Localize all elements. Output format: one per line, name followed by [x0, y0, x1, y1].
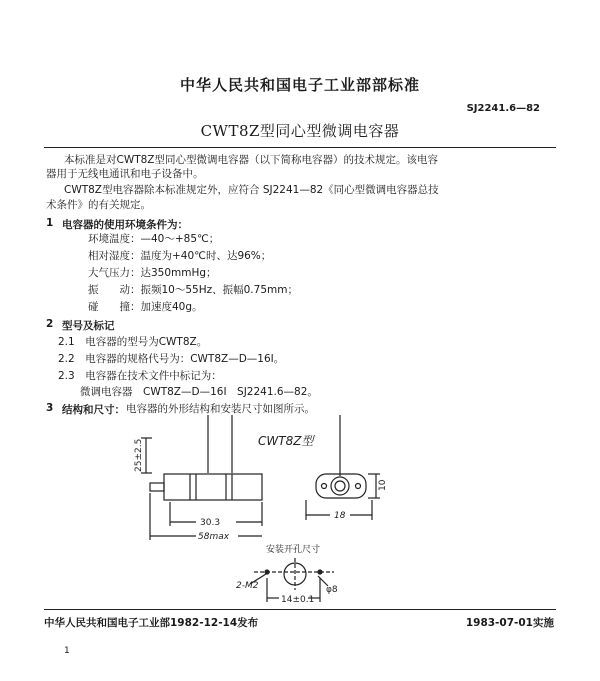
clause-2-3: 2.3 电容器在技术文件中标记为：	[58, 370, 222, 382]
dim-flange-height: 10	[378, 479, 388, 491]
mount-holes-label: 2-M2	[236, 581, 259, 591]
section3-number: 3	[46, 402, 54, 414]
section1-number: 1	[46, 217, 54, 229]
dim-lead-length: 25±2.5	[134, 438, 144, 472]
dim-total-length: 58max	[198, 532, 230, 542]
mount-title: 安装开孔尺寸	[266, 545, 321, 555]
intro-para2-line1: CWT8Z型电容器除本标准规定外，应符合 SJ2241—82《同心型微调电容器总技	[64, 184, 439, 196]
section3-text: 电容器的外形结构和安装尺寸如图所示。	[126, 403, 315, 415]
dim-body-length: 30.3	[200, 518, 221, 528]
issuer-heading: 中华人民共和国电子工业部部标准	[179, 76, 420, 94]
effective-date: 1983-07-01实施	[465, 617, 554, 629]
clause-2-1: 2.1 电容器的型号为CWT8Z。	[58, 336, 208, 348]
env-vibration: 振 动：振频10～55Hz、振幅0.75mm；	[88, 284, 298, 296]
mount-diameter-label: φ8	[326, 585, 338, 595]
intro-para2-line2: 术条件》的有关规定。	[46, 199, 151, 211]
drawing-model-label: CWT8Z型	[258, 434, 314, 448]
env-pressure: 大气压力：达350mmHg；	[88, 267, 217, 279]
env-shock: 碰 撞：加速度40g。	[88, 301, 203, 313]
env-humidity: 相对湿度：温度为+40℃时、达96%；	[88, 250, 272, 262]
footer-rule	[44, 609, 556, 610]
clause-2-2: 2.2 电容器的规格代号为：CWT8Z—D—16I。	[58, 353, 285, 365]
section1-heading: 电容器的使用环境条件为：	[62, 219, 188, 231]
document-title: CWT8Z型同心型微调电容器	[200, 122, 400, 140]
adjust-shaft	[150, 483, 164, 491]
section2-heading: 型号及标记	[62, 320, 115, 332]
capacitor-body	[164, 474, 262, 500]
env-temperature: 环境温度：—40～+85℃；	[88, 233, 220, 245]
section3-heading: 结构和尺寸：	[62, 404, 125, 416]
standard-number: SJ2241.6—82	[466, 103, 540, 114]
issue-date: 中华人民共和国电子工业部1982-12-14发布	[44, 617, 259, 629]
mount-spacing-label: 14±0.1	[281, 595, 315, 605]
intro-para1-line1: 本标准是对CWT8Z型同心型微调电容器（以下简称电容器）的技术规定。该电容	[64, 154, 438, 166]
dim-flange-width: 18	[334, 511, 346, 521]
section2-number: 2	[46, 318, 54, 330]
clause-2-3-marking: 微调电容器 CWT8Z—D—16I SJ2241.6—82。	[80, 386, 318, 398]
intro-para1-line2: 器用于无线电通讯和电子设备中。	[46, 168, 204, 180]
page-number: 1	[64, 646, 70, 656]
